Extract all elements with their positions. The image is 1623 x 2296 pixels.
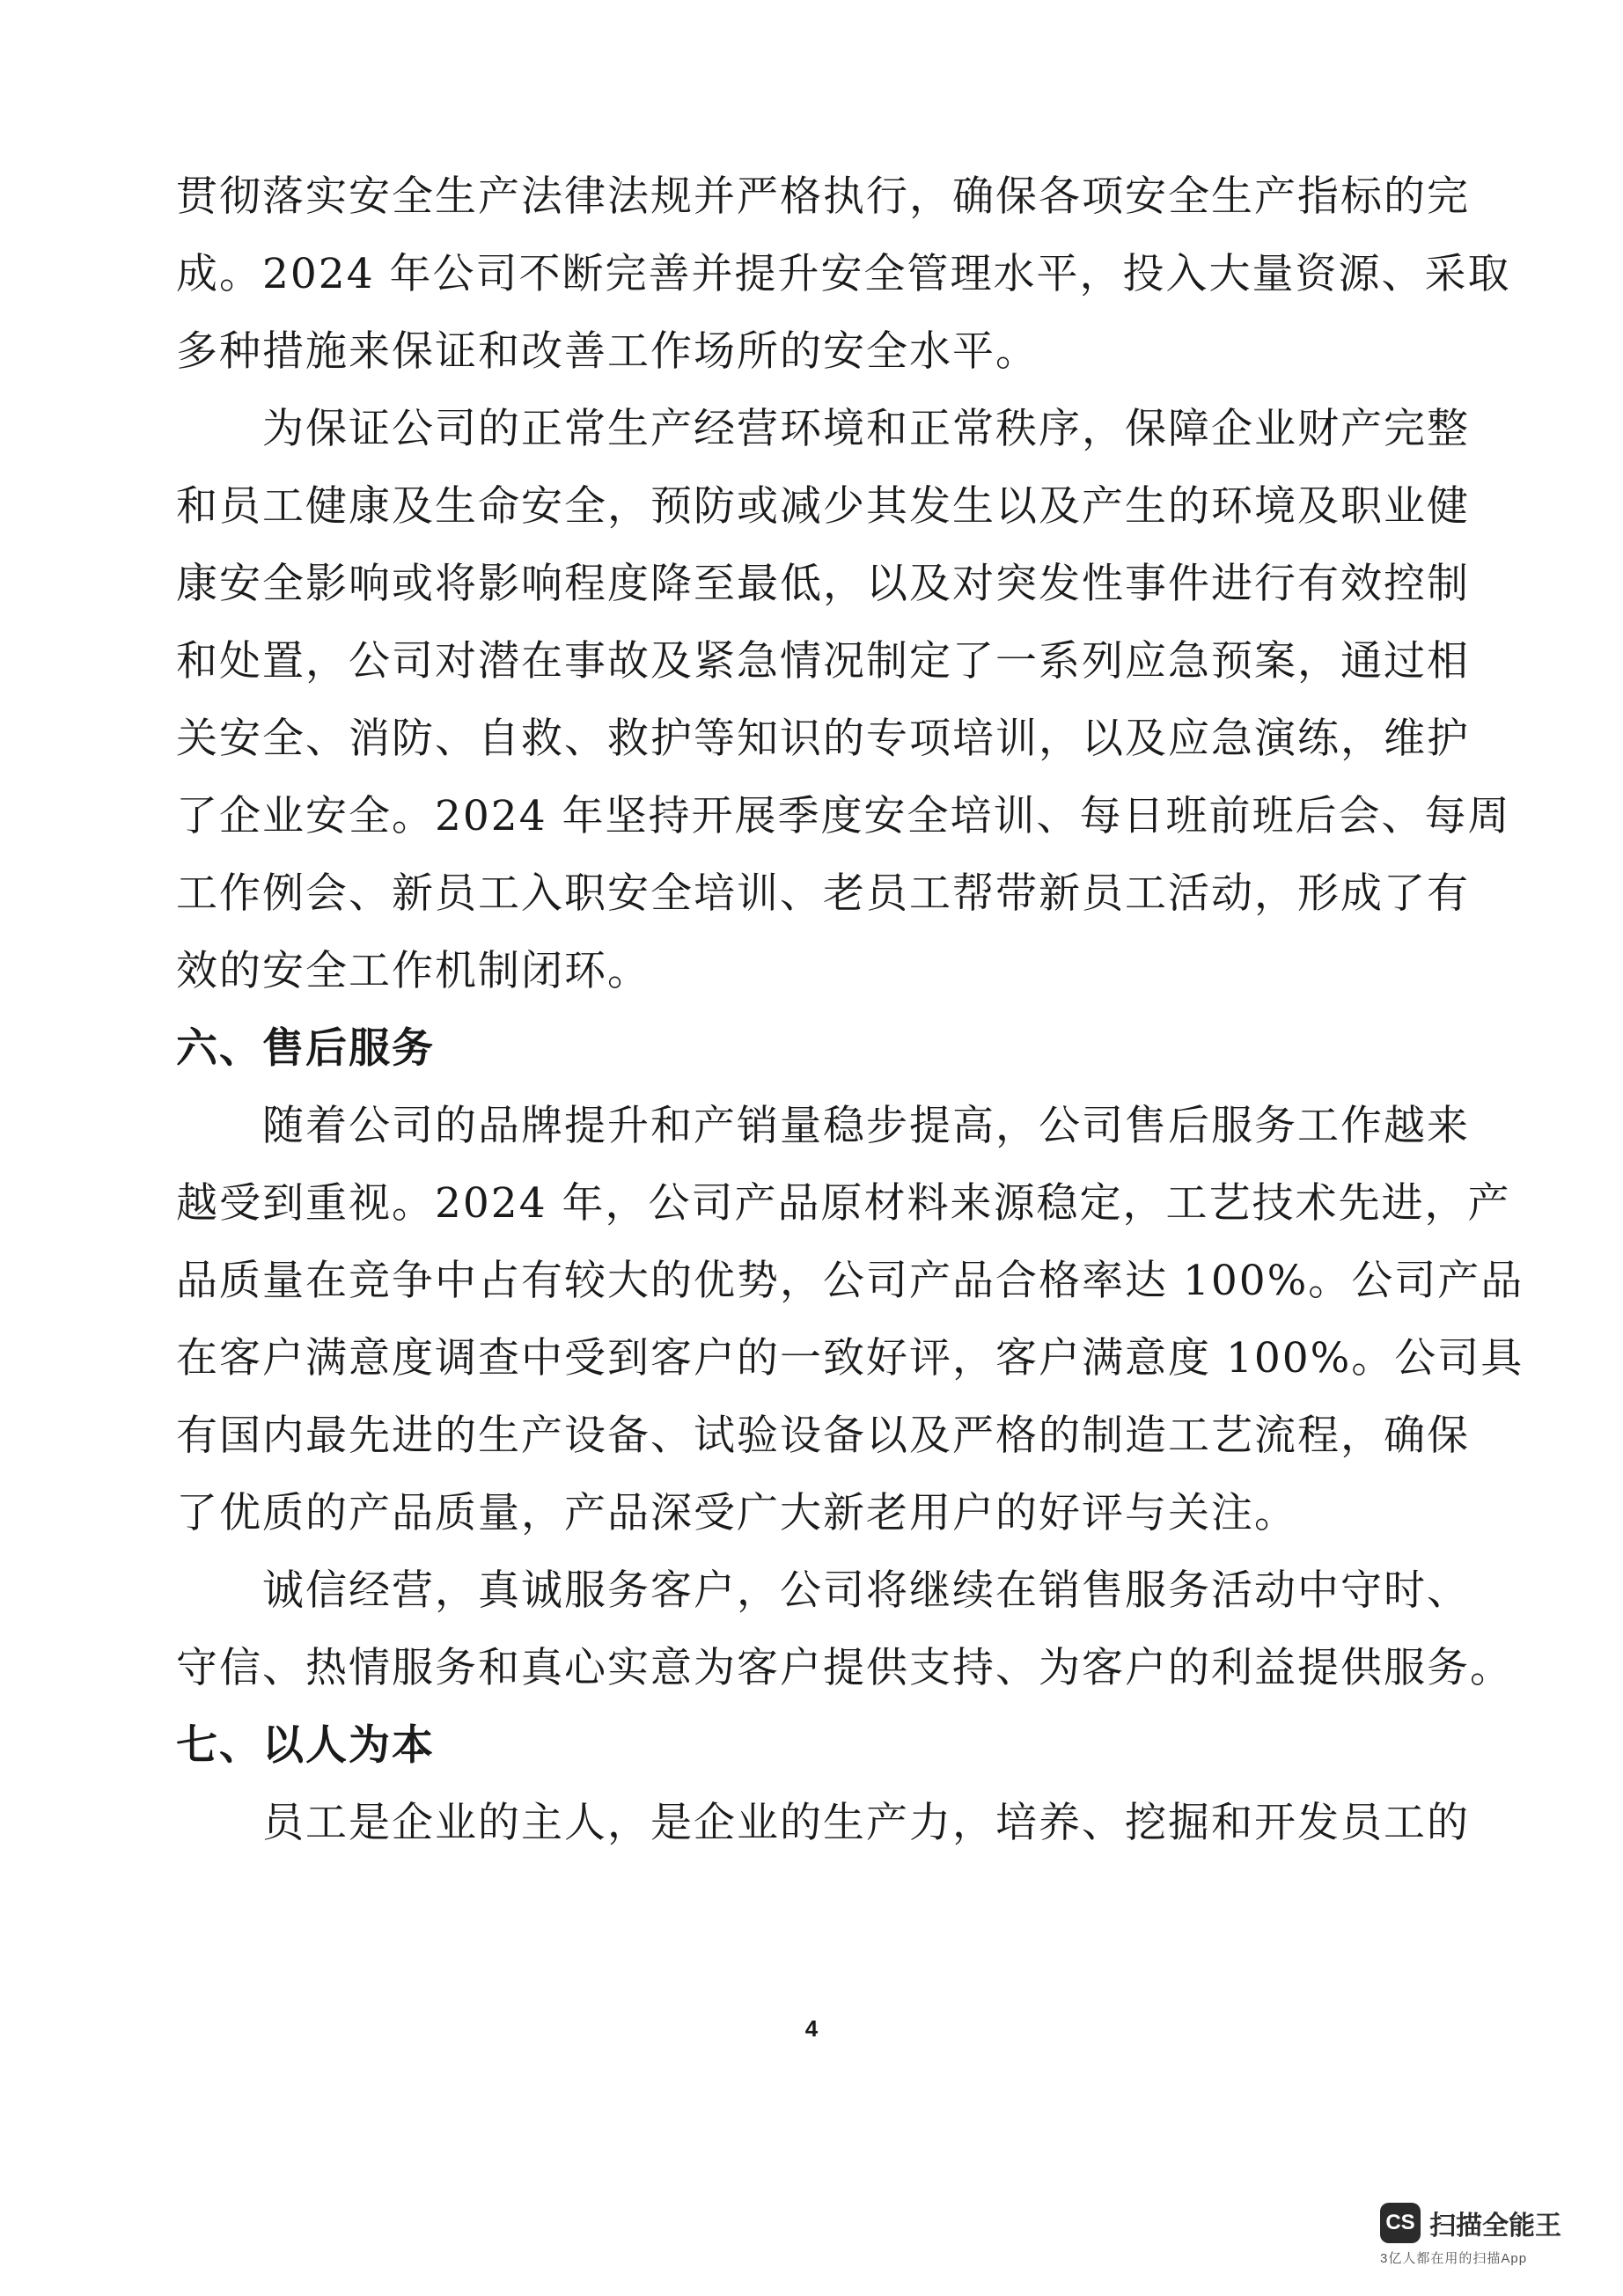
paragraph-line: 和员工健康及生命安全，预防或减少其发生以及产生的环境及职业健 (176, 482, 1470, 531)
paragraph-line: 在客户满意度调查中受到客户的一致好评，客户满意度 100%。公司具 (176, 1334, 1524, 1383)
page-number: 4 (804, 2015, 819, 2042)
watermark-tagline: 3亿人都在用的扫描App (1380, 2251, 1528, 2266)
document-body (176, 158, 1524, 1862)
paragraph-line: 为保证公司的正常生产经营环境和正常秩序，保障企业财产完整 (262, 405, 1470, 453)
paragraph-line: 品质量在竞争中占有较大的优势，公司产品合格率达 100%。公司产品 (176, 1257, 1524, 1305)
paragraph-line: 守信、热情服务和真心实意为客户提供支持、为客户的利益提供服务。 (176, 1644, 1513, 1692)
section-heading: 六、售后服务 (176, 1024, 435, 1073)
paragraph-line: 效的安全工作机制闭环。 (176, 947, 650, 995)
paragraph-line: 诚信经营，真诚服务客户，公司将继续在销售服务活动中守时、 (262, 1566, 1470, 1615)
paragraph-line: 有国内最先进的生产设备、试验设备以及严格的制造工艺流程，确保 (176, 1412, 1470, 1460)
paragraph-line: 成。2024 年公司不断完善并提升安全管理水平，投入大量资源、采取 (176, 250, 1511, 298)
paragraph-line: 关安全、消防、自救、救护等知识的专项培训，以及应急演练，维护 (176, 715, 1470, 763)
paragraph-line: 贯彻落实安全生产法律法规并严格执行，确保各项安全生产指标的完 (176, 172, 1470, 221)
scanner-watermark (1380, 2203, 1591, 2282)
paragraph-line: 越受到重视。2024 年，公司产品原材料来源稳定，工艺技术先进，产 (176, 1179, 1511, 1228)
paragraph-line: 了优质的产品质量，产品深受广大新老用户的好评与关注。 (176, 1489, 1297, 1537)
camscanner-logo-icon: CS (1380, 2203, 1421, 2243)
paragraph-line: 员工是企业的主人，是企业的生产力，培养、挖掘和开发员工的 (262, 1799, 1470, 1847)
paragraph-line: 工作例会、新员工入职安全培训、老员工帮带新员工活动，形成了有 (176, 869, 1470, 918)
paragraph-line: 康安全影响或将影响程度降至最低，以及对突发性事件进行有效控制 (176, 560, 1470, 608)
paragraph-line: 了企业安全。2024 年坚持开展季度安全培训、每日班前班后会、每周 (176, 792, 1511, 840)
paragraph-line: 和处置，公司对潜在事故及紧急情况制定了一系列应急预案，通过相 (176, 637, 1470, 686)
watermark-app-name: 扫描全能王 (1429, 2212, 1561, 2241)
paragraph-line: 随着公司的品牌提升和产销量稳步提高，公司售后服务工作越来 (262, 1102, 1470, 1150)
section-heading: 七、以人为本 (176, 1721, 435, 1770)
paragraph-line: 多种措施来保证和改善工作场所的安全水平。 (176, 327, 1039, 376)
